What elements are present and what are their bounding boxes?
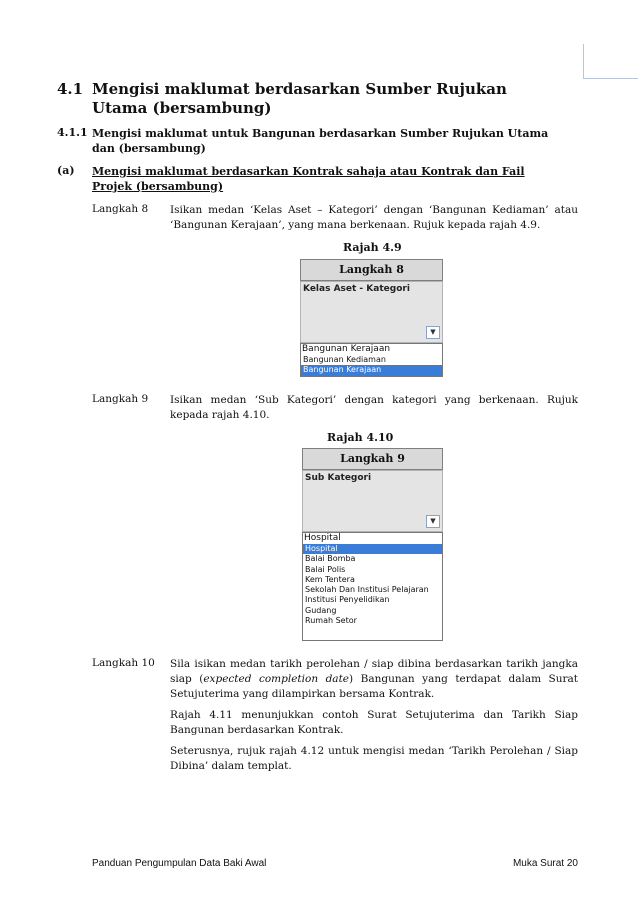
figure-caption-4-10: Rajah 4.10	[327, 431, 394, 444]
step8-label: Langkah 8	[92, 203, 149, 215]
step10-paragraph-1	[170, 657, 578, 702]
step8-text: Isikan medan ‘Kelas Aset – Kategori’ dengan ‘Bangunan Kediaman’ atau ‘Bangunan Kerajaan’, yang mana berkenaan. Rujuk kepada rajah 4.9.	[170, 204, 578, 231]
step9-text: Isikan medan ‘Sub Kategori’ dengan kategori yang berkenaan. Rujuk kepada rajah 4.10.	[170, 394, 578, 421]
step9-label: Langkah 9	[92, 393, 149, 405]
step10-paragraph-2: Rajah 4.11 menunjukkan contoh Surat Setujuterima dan Tarikh Siap Bangunan berdasarkan Kontrak.	[170, 709, 578, 736]
dropdown-arrow-icon[interactable]: ▼	[426, 515, 440, 528]
step9-ui-header: Langkah 9	[302, 448, 443, 470]
figure-caption-4-9: Rajah 4.9	[343, 241, 402, 254]
footer-title: Panduan Pengumpulan Data Baki Awal	[92, 858, 267, 869]
step10-label: Langkah 10	[92, 657, 155, 669]
subsection-title: Mengisi maklumat untuk Bangunan berdasarkan Sumber Rujukan Utama dan (bersambung)	[92, 127, 549, 155]
dropdown-option[interactable]: Bangunan Kerajaan	[301, 365, 442, 375]
corner-decoration	[583, 44, 638, 79]
sub-kategori-field	[302, 470, 443, 532]
dropdown-option[interactable]: Bangunan Kediaman	[303, 355, 386, 364]
step10-paragraph-3: Seterusnya, rujuk rajah 4.12 untuk mengisi medan ‘Tarikh Perolehan / Siap Dibina’ dalam templat.	[170, 745, 578, 772]
item-title: Mengisi maklumat berdasarkan Kontrak sahaja atau Kontrak dan Fail Projek (bersambung)	[92, 165, 525, 193]
dropdown-option[interactable]: Balai Polis	[305, 564, 346, 574]
figure-4-10-screenshot	[302, 448, 443, 638]
dropdown-option[interactable]: Rumah Setor	[305, 616, 357, 626]
step10-p1-text: Sila isikan medan tarikh perolehan / siap dibina berdasarkan tarikh jangka siap (	[170, 658, 578, 685]
subsection-number: 4.1.1	[57, 126, 88, 139]
section-title: Mengisi maklumat berdasarkan Sumber Rujukan Utama (bersambung)	[92, 80, 507, 117]
kelas-aset-combo[interactable]: Bangunan Kerajaan	[300, 343, 443, 356]
dropdown-arrow-icon[interactable]: ▼	[426, 326, 440, 339]
dropdown-option[interactable]: Institusi Penyelidikan	[305, 595, 390, 605]
sub-kategori-options	[302, 544, 443, 641]
kelas-aset-options	[300, 355, 443, 377]
step10-p1-italic: expected completion date	[203, 673, 350, 685]
step8-ui-header: Langkah 8	[300, 259, 443, 281]
section-number: 4.1	[57, 80, 84, 98]
dropdown-option[interactable]: Kem Tentera	[305, 574, 355, 584]
item-number: (a)	[57, 164, 75, 177]
sub-kategori-label: Sub Kategori	[305, 473, 372, 483]
footer-page-number: Muka Surat 20	[512, 858, 578, 869]
dropdown-option[interactable]: Hospital	[303, 544, 442, 554]
step10-p1-text-end: ) Bangunan yang terdapat dalam Surat Setujuterima yang dilampirkan bersama Kontrak.	[170, 673, 578, 700]
sub-kategori-combo[interactable]: Hospital	[302, 532, 443, 545]
dropdown-option[interactable]: Gudang	[305, 605, 337, 615]
kelas-aset-field	[300, 281, 443, 343]
dropdown-option[interactable]: Sekolah Dan Institusi Pelajaran	[305, 585, 429, 595]
dropdown-option[interactable]: Balai Bomba	[305, 554, 356, 564]
kelas-aset-label: Kelas Aset - Kategori	[303, 284, 410, 294]
figure-4-9-screenshot	[300, 259, 443, 377]
